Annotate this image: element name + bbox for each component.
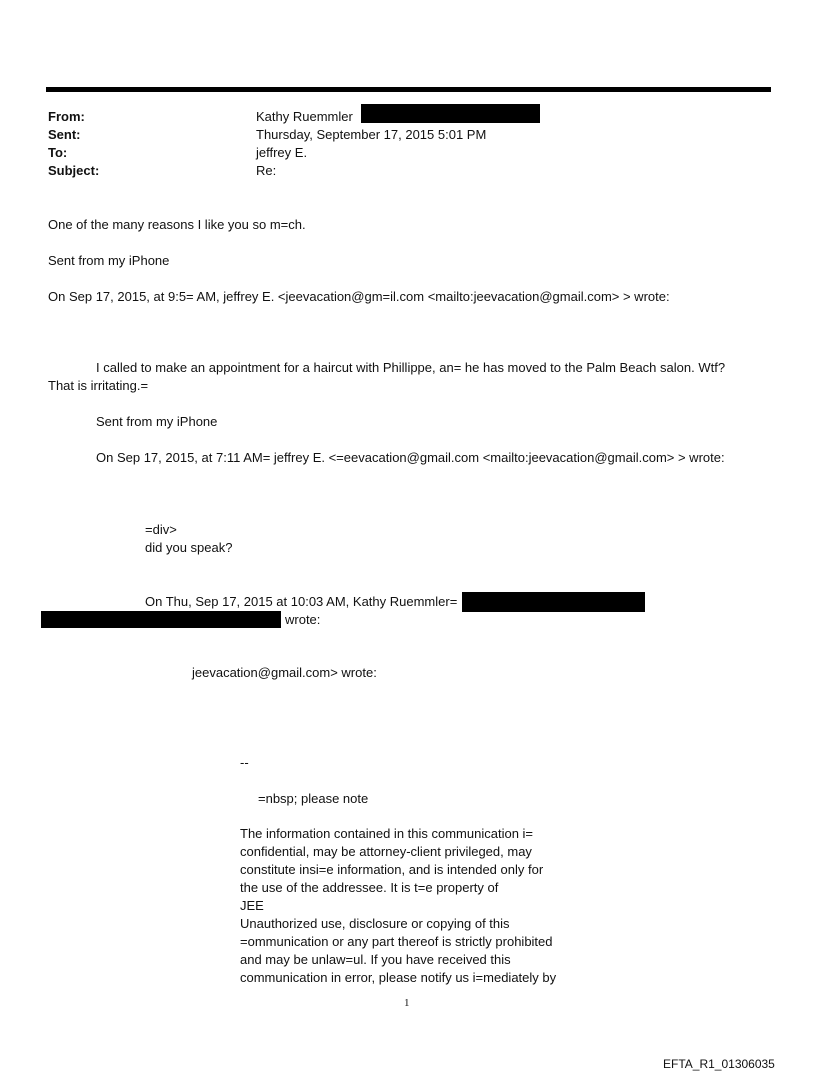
quoted-line: That is irritating.= — [48, 378, 149, 393]
disclaimer-line: Unauthorized use, disclosure or copying of this — [240, 916, 510, 931]
to-value: jeffrey E. — [256, 145, 308, 160]
signature-dash: -- — [240, 755, 249, 770]
disclaimer-line: the use of the addressee. It is t=e property of — [240, 880, 499, 895]
quoted-line: wrote: — [285, 612, 321, 627]
to-label: To: — [48, 145, 68, 160]
disclaimer-line: =ommunication or any part thereof is strictly prohibited — [240, 934, 553, 949]
redaction-bar — [361, 104, 540, 123]
sent-value: Thursday, September 17, 2015 5:01 PM — [256, 127, 487, 142]
quoted-line: =div> — [145, 522, 177, 537]
quoted-line: jeevacation@gmail.com> wrote: — [192, 665, 377, 680]
subject-value: Re: — [256, 163, 277, 178]
redaction-bar — [41, 611, 281, 628]
quoted-line: I called to make an appointment for a haircut with Phillippe, an= he has moved to the Palm Beach salon. Wtf? — [96, 360, 726, 375]
quoted-line: did you speak? — [145, 540, 233, 555]
disclaimer-line: and may be unlaw=ul. If you have received this — [240, 952, 511, 967]
disclaimer-line: constitute insi=e information, and is intended only for — [240, 862, 544, 877]
quoted-line: On Sep 17, 2015, at 7:11 AM= jeffrey E. <=eevacation@gmail.com <mailto:jeevacation@gmail.com> > wrote: — [96, 450, 725, 465]
body-line: Sent from my iPhone — [48, 253, 170, 268]
redaction-bar — [462, 592, 645, 612]
page-number: 1 — [404, 997, 410, 1009]
from-value: Kathy Ruemmler — [256, 109, 353, 124]
disclaimer-line: confidential, may be attorney-client privileged, may — [240, 844, 532, 859]
sent-label: Sent: — [48, 127, 81, 142]
body-line: On Sep 17, 2015, at 9:5= AM, jeffrey E. <jeevacation@gm=il.com <mailto:jeevacation@gmail.com> > wrote: — [48, 289, 670, 304]
disclaimer-line: JEE — [240, 898, 264, 913]
disclaimer-line: communication in error, please notify us i=mediately by — [240, 970, 557, 985]
subject-label: Subject: — [48, 163, 100, 178]
quoted-line: Sent from my iPhone — [96, 414, 218, 429]
disclaimer-line: The information contained in this communication i= — [240, 826, 534, 841]
body-line: One of the many reasons I like you so m=ch. — [48, 217, 306, 232]
signature-note: =nbsp; please note — [258, 791, 369, 806]
header-rule — [46, 87, 771, 92]
from-label: From: — [48, 109, 85, 124]
quoted-line: On Thu, Sep 17, 2015 at 10:03 AM, Kathy Ruemmler= — [145, 594, 458, 609]
document-id: EFTA_R1_01306035 — [663, 1057, 775, 1071]
